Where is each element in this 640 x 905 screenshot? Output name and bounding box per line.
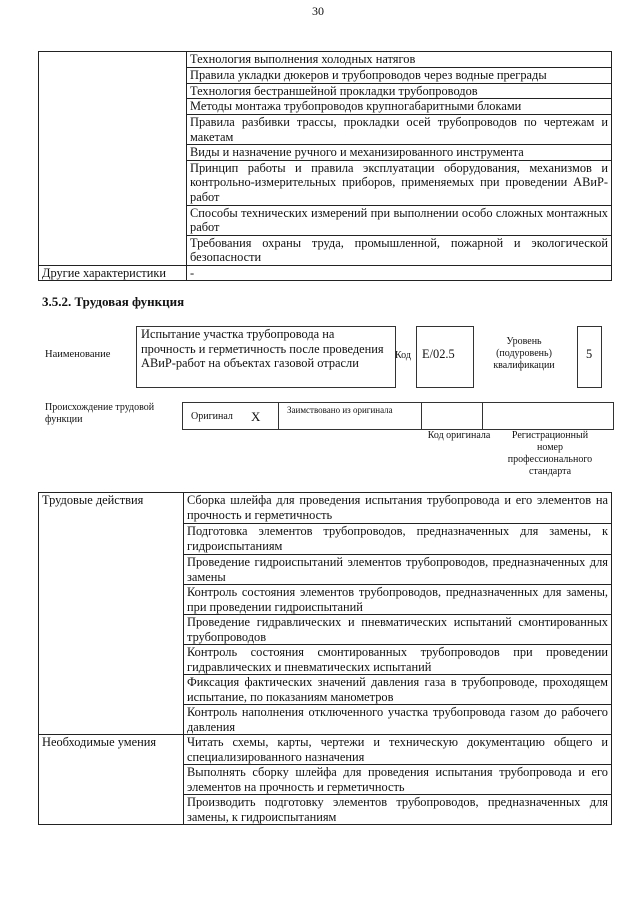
- row-label: [39, 52, 187, 266]
- row-value: Сборка шлейфа для проведения испытания трубопровода и его элементов на прочность и герметичность: [184, 493, 612, 524]
- reg-number-caption: Регистрационный номер профессионального стандарта: [507, 430, 593, 477]
- skill-row: [39, 735, 612, 765]
- row-value: Методы монтажа трубопроводов крупногабаритными блоками: [187, 99, 612, 115]
- row-value: Выполнять сборку шлейфа для проведения испытания трубопровода и его элементов на прочность и герметичность: [184, 765, 612, 795]
- level-value: 5: [586, 347, 593, 361]
- original-label: Оригинал: [191, 411, 233, 422]
- row-value: Правила разбивки трассы, прокладки осей трубопроводов по чертежам и макетам: [187, 115, 612, 145]
- origin-label: Происхождение трудовой функции: [45, 402, 155, 425]
- code-box: [416, 326, 474, 388]
- level-label: Уровень (подуровень) квалификации: [493, 336, 555, 371]
- row-value: Проведение гидроиспытаний элементов трубопроводов, предназначенных для замены: [184, 555, 612, 585]
- code-value: E/02.5: [422, 347, 455, 361]
- level-box: [577, 326, 602, 388]
- section-title: 3.5.2. Трудовая функция: [42, 294, 185, 309]
- row-value: Производить подготовку элементов трубопроводов, предназначенных для замены, к гидроиспытаниям: [184, 795, 612, 825]
- name-label: Наименование: [45, 349, 111, 360]
- other-row: [39, 265, 612, 281]
- code-label: Код: [395, 350, 411, 361]
- row-value: Контроль состояния элементов трубопроводов, предназначенных для замены, при проведении гидроиспытаний: [184, 585, 612, 615]
- row-value: Способы технических измерений при выполнении особо сложных монтажных работ: [187, 205, 612, 235]
- other-value: -: [187, 265, 612, 281]
- row-value: Подготовка элементов трубопроводов, предназначенных для замены, к гидроиспытаниям: [184, 524, 612, 555]
- page-number: 30: [312, 4, 324, 18]
- row-value: Контроль состояния смонтированных трубопроводов при проведении гидравлических и пневматических испытаний: [184, 645, 612, 675]
- row-value: Контроль наполнения отключенного участка трубопровода газом до рабочего давления: [184, 705, 612, 735]
- row-value: Читать схемы, карты, чертежи и техническую документацию общего и специализированного назначения: [184, 735, 612, 765]
- row-value: Правила укладки дюкеров и трубопроводов через водные преграды: [187, 67, 612, 83]
- borrowed-label: Заимствовано из оригинала: [287, 405, 393, 415]
- actions-skills-table: [38, 492, 612, 825]
- origin-box: [182, 402, 614, 430]
- other-label: Другие характеристики: [39, 265, 187, 281]
- function-name: Испытание участка трубопровода на прочность и герметичность после проведения АВиР-работ на объектах газовой отрасли: [136, 326, 396, 388]
- row-value: Проведение гидравлических и пневматических испытаний смонтированных трубопроводов: [184, 615, 612, 645]
- action-row: [39, 493, 612, 524]
- row-value: Технология выполнения холодных натягов: [187, 52, 612, 68]
- row-value: Принцип работы и правила эксплуатации оборудования, механизмов и контрольно-измерительных приборов, применяемых при проведении АВиР-работ: [187, 160, 612, 205]
- row-value: Виды и назначение ручного и механизированного инструмента: [187, 145, 612, 161]
- knowledge-table: [38, 51, 612, 281]
- row-value: Технология бестраншейной прокладки трубопроводов: [187, 83, 612, 99]
- row-value: Фиксация фактических значений давления газа в трубопроводе, проходящем испытание, по показаниям манометров: [184, 675, 612, 705]
- row-label: Трудовые действия: [39, 493, 184, 735]
- code-original-caption: Код оригинала: [427, 430, 491, 441]
- row-value: Требования охраны труда, промышленной, пожарной и экологической безопасности: [187, 235, 612, 265]
- table-row: [39, 52, 612, 68]
- row-label: Необходимые умения: [39, 735, 184, 825]
- original-mark: X: [251, 409, 261, 424]
